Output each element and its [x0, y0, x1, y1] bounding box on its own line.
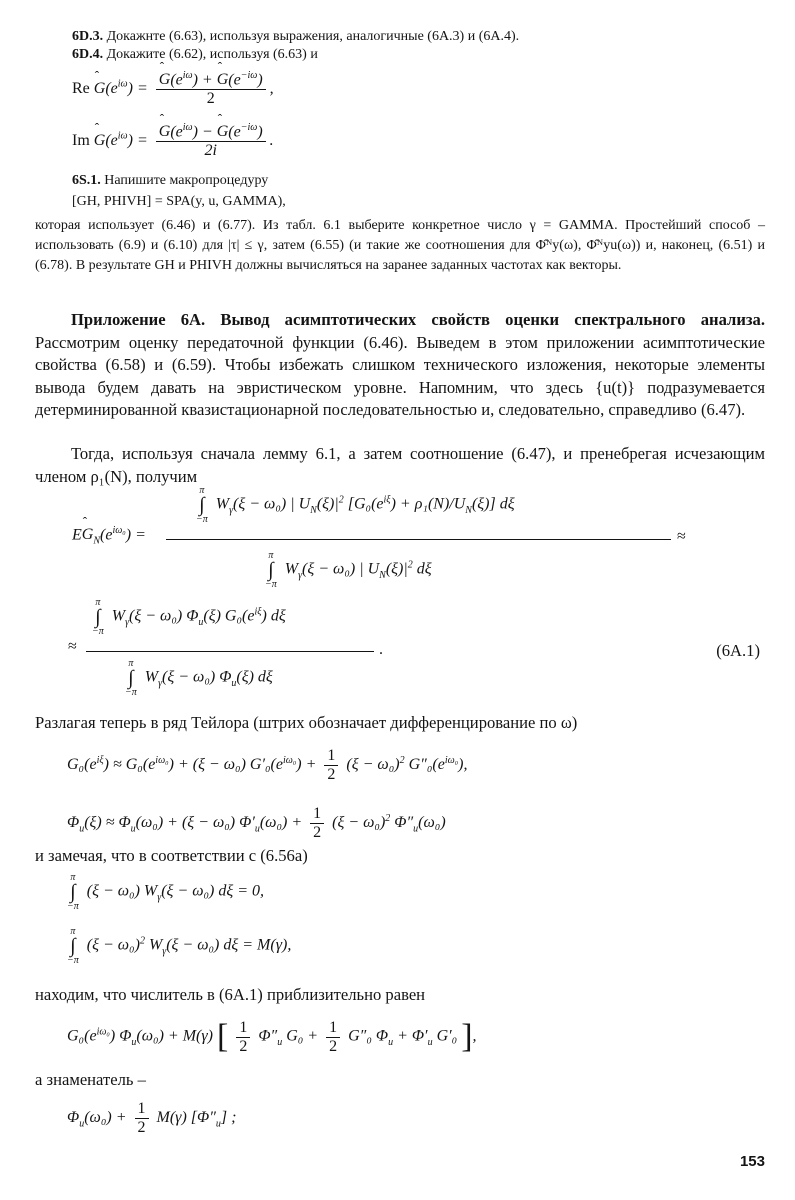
fraction-bar [86, 651, 374, 652]
exercise-6d4 [72, 47, 318, 63]
appendix-then: Тогда, используя сначала лемму 6.1, а затем соотношение (6.47), и пренебрегая исчезающим членом ρ₁(N), получим [35, 444, 765, 486]
taylor-g0: $G_0(e^{i\xi}) \approx G_0(e^{i\omega_0}) + (\xi - \omega_0) G'_0(e^{i\omega_0})$ + $\frac{1}{2}$ $(\xi - \omega_0)^2$ $G''_0(e^{i\omega_0})$, [67, 747, 468, 783]
noting-text: и замечая, что в соответствии с (6.56а) [35, 846, 308, 865]
period: . [379, 641, 383, 658]
appendix-intro: Рассмотрим оценку передаточной функции (6.46). Выведем в этом приложении асимптотические свойства (6.58) и (6.59). Чтобы избежать слишком технического изложения, некоторые элементы вывода будем давать на эвристическом уровне. Напомним, что здесь {u(t)} подразумевается детерминированной квазистационарной последовательностью и, следовательно, справедливо (6.47). [35, 332, 765, 419]
exercise-number: 6S.1. [72, 173, 101, 188]
macro-call: [GH, PHIVH] = SPA(y, u, GAMMA), [72, 194, 286, 209]
formula-re-g: Re ˆ $G(e^{i\omega})$ = ˆ $\frac{G(e^{i\omega}) + ˆ G(e^{-i\omega})}{2}$ , [72, 70, 274, 108]
appendix-title: Приложение 6А. Вывод асимптотических свойств оценки спектрального анализа. [71, 310, 765, 329]
eq-denominator-1: π ∫ −π $W_\gamma(\xi - \omega_0)$ | $U_N(\xi)|^2$ dξ [265, 550, 432, 590]
fraction-bar [166, 539, 671, 540]
exercise-text: Напишите макропроцедуру [104, 173, 269, 188]
exercise-6s1-body: которая использует (6.46) и (6.77). Из табл. 6.1 выберите конкретное число γ = GAMMA. Простейший способ – использовать (6.9) и (6.10) для |τ| ≤ γ, затем (6.55) (и такие же соотношения для Φ̂ᴺy(ω), Φ̂ᴺyu(ω)) и, наконец, (6.51) и (6.78). В результате GH и PHIVH должны вычисляться на заранее заданных частотах как векторы. [35, 218, 765, 273]
exercise-6s1 [72, 173, 268, 189]
denominator-text: а знаменатель – [35, 1070, 146, 1089]
formula-im-g: Im ˆ $G(e^{i\omega})$ = ˆ $\frac{G(e^{i\omega}) - ˆ G(e^{-i\omega})}{2i}$ . [72, 122, 274, 160]
denominator-approx: $\Phi_u(\omega_0)$ + $\frac{1}{2}$ M(γ) $[\Phi''_u]$ ; [67, 1100, 237, 1136]
numerator-text: находим, что числитель в (6А.1) приблизительно равен [35, 985, 426, 1004]
exercise-text: Докажите (6.62), используя (6.63) и [106, 47, 318, 62]
moment-second: π ∫ −π $(\xi - \omega_0)^2$ $W_\gamma(\xi - \omega_0) d\xi = M(\gamma)$, [67, 926, 292, 966]
page-number: 153 [739, 1153, 765, 1170]
moment-zero: π ∫ −π (ξ − ω₀) $W_\gamma(\xi - \omega_0) d\xi = 0$, [67, 872, 265, 912]
numerator-approx: $G_0(e^{i\omega_0}) \Phi_u(\omega_0) + M(\gamma)$ [ $\frac{1}{2}$ $\Phi''_u$ G₀ + $\frac{1}{2}$ G″₀ $\Phi_u + \Phi'_u$ G′₀ ], [67, 1018, 477, 1055]
taylor-phi: $\Phi_u(\xi) \approx \Phi_u(\omega_0) + (\xi - \omega_0) \Phi'_u(\omega_0)$ + $\frac{1}{2}$ $(\xi - \omega_0)^2$ $\Phi''_u(\omega_0)$ [67, 805, 446, 841]
eq-lhs: Eˆ $G_N(e^{i\omega_0})$ = [72, 525, 146, 547]
exercise-6d3 [72, 29, 519, 45]
exercise-number: 6D.3. [72, 29, 104, 44]
exercise-number: 6D.4. [72, 47, 104, 62]
approx-sign: ≈ [677, 528, 686, 545]
taylor-text: Разлагая теперь в ряд Тейлора (штрих обозначает дифференцирование по ω) [35, 713, 578, 732]
approx-sign: ≈ [68, 638, 77, 655]
eq-denominator-2: π ∫ −π $W_\gamma(\xi - \omega_0)$ $\Phi_u(\xi)$ dξ [125, 658, 273, 698]
equation-label: (6А.1) [716, 641, 760, 660]
appendix-section [35, 309, 765, 422]
eq-numerator-2: π ∫ −π $W_\gamma(\xi - \omega_0)$ $\Phi_u(\xi)$ $G_0(e^{i\xi})$ dξ [92, 597, 286, 637]
eq-numerator-1: π ∫ −π $W_\gamma(\xi - \omega_0)$ | $U_N(\xi)|^2$ $[G_0(e^{i\xi}) + \rho_1(N)/U_N(\xi)]$ dξ [196, 485, 515, 525]
exercise-text: Докажнте (6.63), используя выражения, аналогичные (6А.3) и (6А.4). [106, 29, 520, 44]
